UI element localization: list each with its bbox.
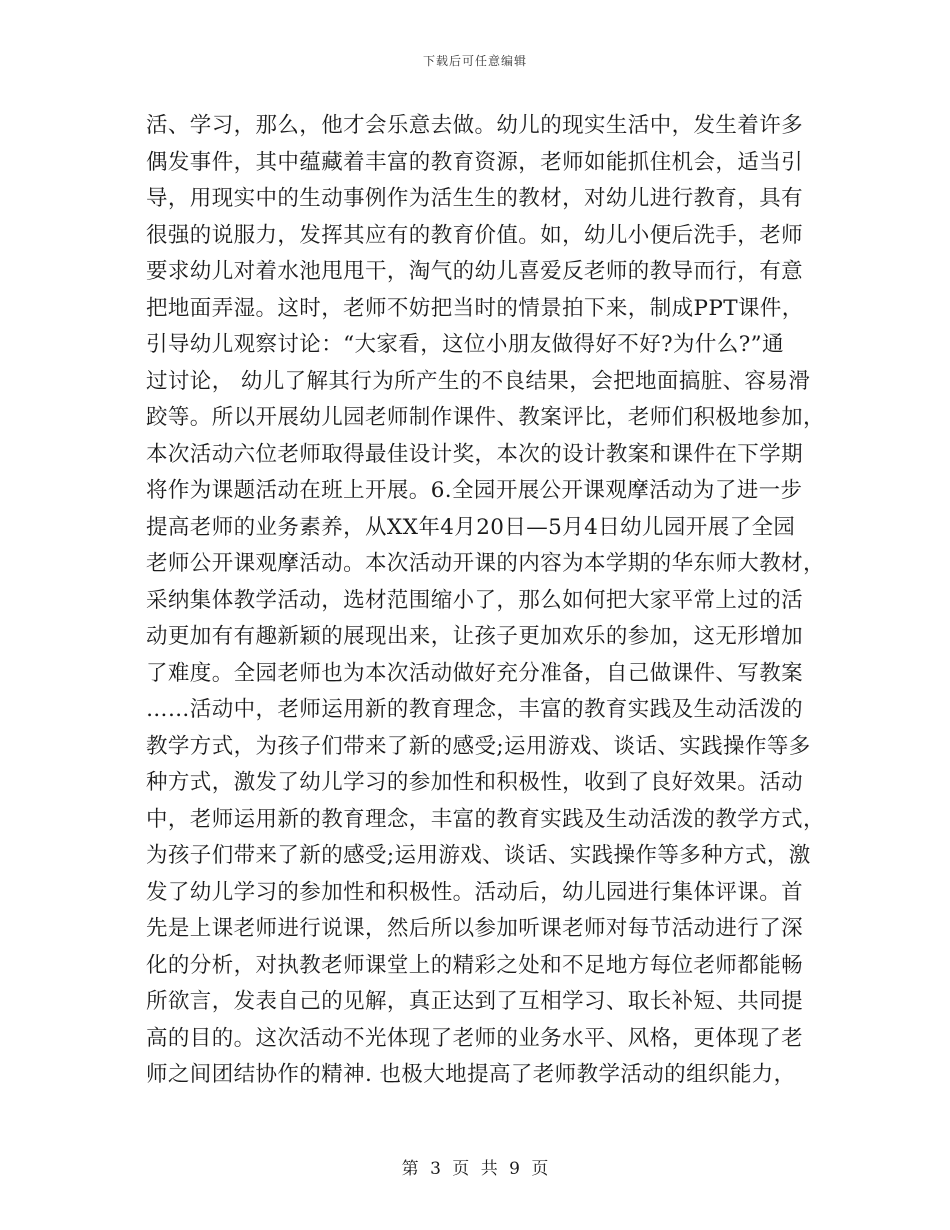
text-line: 活、学习，那么，他才会乐意去做。幼儿的现实生活中，发生着许多 — [146, 113, 804, 138]
text-line: 化的分析，对执教老师课堂上的精彩之处和不足地方每位老师都能畅 — [146, 952, 804, 978]
text-line: 种方式，激发了幼儿学习的参加性和积极性，收到了良好效果。活动 — [146, 770, 804, 795]
text-line: 很强的说服力，发挥其应有的教育价值。如，幼儿小便后洗手，老师 — [146, 222, 804, 248]
text-line: 高的目的。这次活动不光体现了老师的业务水平、风格，更体现了老 — [146, 1025, 804, 1051]
page-header: 下载后可任意编辑 — [422, 54, 527, 68]
text-line: 动更加有有趣新颖的展现出来，让孩子更加欢乐的参加，这无形增加 — [146, 624, 804, 649]
text-line: 将作为课题活动在班上开展。6.全园开展公开课观摩活动为了进一步 — [146, 478, 803, 503]
text-line: 师之间团结协作的精神. 也极大地提高了老师教学活动的组织能力， — [146, 1062, 796, 1087]
text-line: 发了幼儿学习的参加性和积极性。活动后，幼儿园进行集体评课。首 — [146, 879, 804, 905]
text-line: 提高老师的业务素养，从XX年4月20日—5月4日幼儿园开展了全园 — [146, 514, 796, 540]
text-line: ……活动中，老师运用新的教育理念，丰富的教育实践及生动活泼的 — [146, 697, 804, 722]
text-line: 把地面弄湿。这时，老师不妨把当时的情景拍下来，制成PPT课件， — [146, 295, 804, 321]
text-line: 跤等。所以开展幼儿园老师制作课件、教案评比，老师们积极地参加， — [146, 405, 825, 430]
text-line: 要求幼儿对着水池甩甩干，淘气的幼儿喜爱反老师的教导而行，有意 — [146, 259, 804, 284]
text-line: 了难度。全园老师也为本次活动做好充分准备，自己做课件、写教案 — [146, 660, 804, 686]
text-line: 偶发事件，其中蕴藏着丰富的教育资源，老师如能抓住机会，适当引 — [146, 149, 804, 175]
text-line: 所欲言，发表自己的见解，真正达到了互相学习、取长补短、共同提 — [146, 989, 804, 1014]
text-line: 采纳集体教学活动，选材范围缩小了，那么如何把大家平常上过的活 — [146, 587, 804, 613]
text-line: 引导幼儿观察讨论：“大家看，这位小朋友做得好不好?为什么?”通 — [146, 332, 784, 357]
text-line: 中，老师运用新的教育理念，丰富的教育实践及生动活泼的教学方式， — [146, 806, 825, 832]
text-line: 教学方式，为孩子们带来了新的感受;运用游戏、谈话、实践操作等多 — [146, 733, 811, 759]
text-line: 本次活动六位老师取得最佳设计奖，本次的设计教案和课件在下学期 — [146, 441, 804, 467]
text-line: 过讨论， 幼儿了解其行为所产生的不良结果，会把地面搞脏、容易滑 — [146, 368, 811, 394]
text-line: 老师公开课观摩活动。本次活动开课的内容为本学期的华东师大教材， — [146, 551, 825, 576]
page-number-footer: 第 3 页 共 9 页 — [401, 1159, 549, 1179]
text-line: 为孩子们带来了新的感受;运用游戏、谈话、实践操作等多种方式，激 — [146, 843, 811, 868]
text-line: 先是上课老师进行说课，然后所以参加听课老师对每节活动进行了深 — [146, 916, 804, 941]
body-text — [146, 108, 825, 1094]
text-line: 导，用现实中的生动事例作为活生生的教材，对幼儿进行教育，具有 — [146, 186, 804, 211]
